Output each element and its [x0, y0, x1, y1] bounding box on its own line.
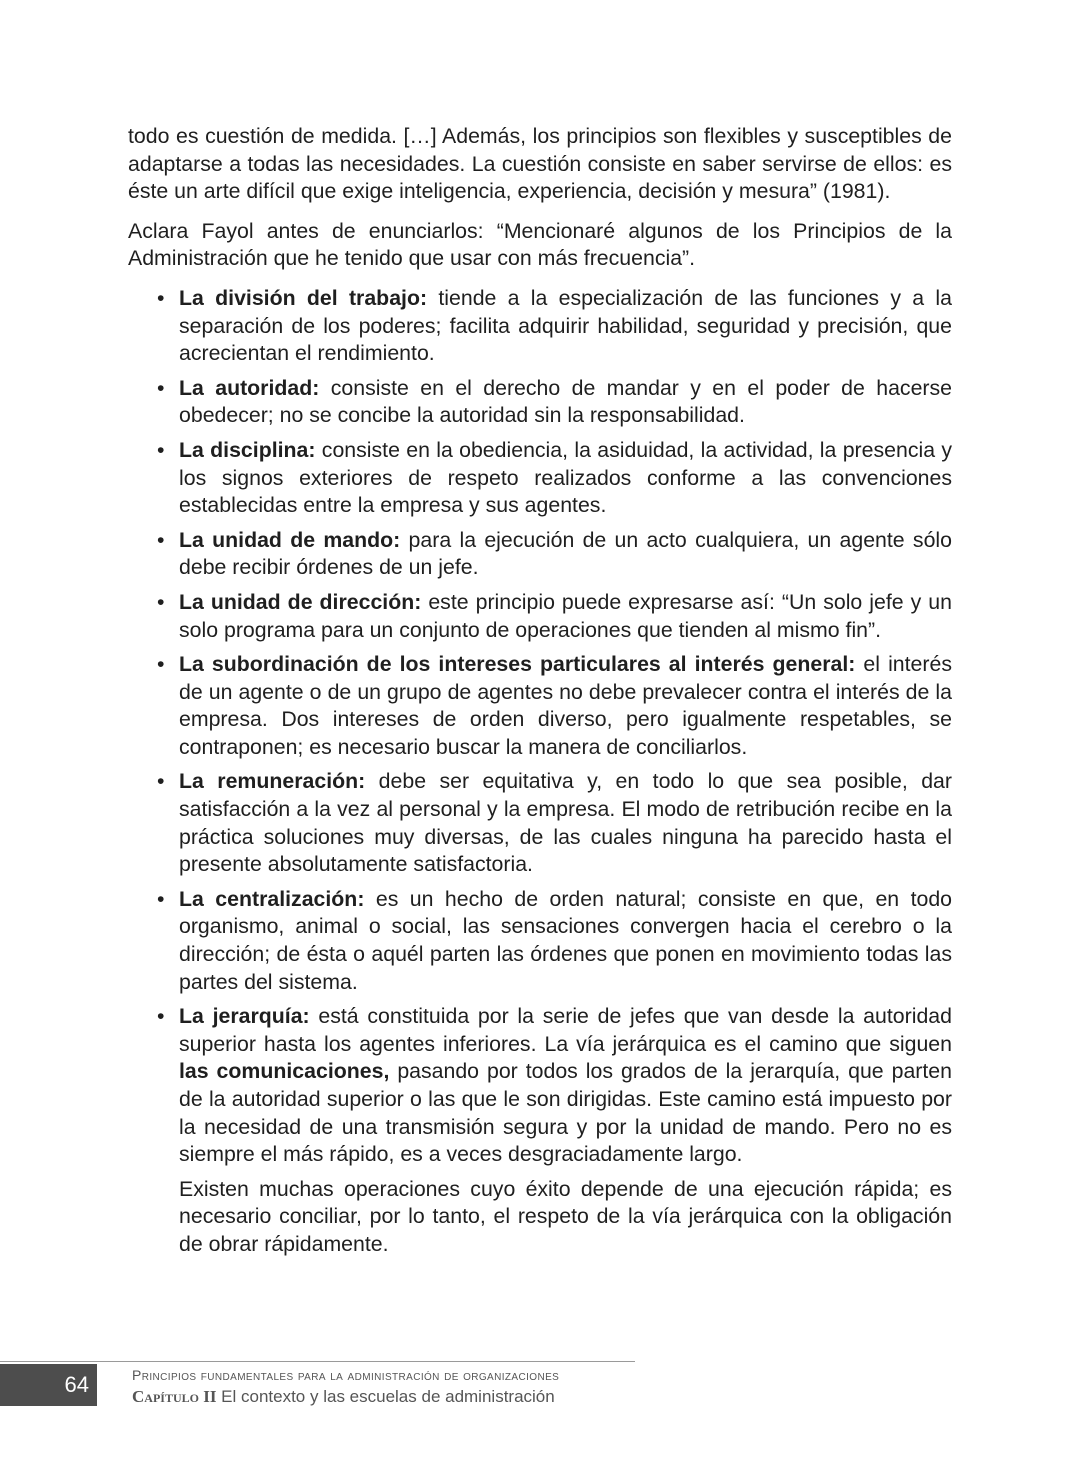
quote-continuation: todo es cuestión de medida. […] Además, los principios son flexibles y susceptibles de adaptarse a todas las necesidades. La cuestión consiste en saber servirse de ellos: es éste un arte difícil que exige inteligencia, experiencia, decisión y mesura” (1981). — [128, 124, 952, 204]
list-item — [157, 437, 952, 520]
principle-term: La subordinación de los intereses particulares al interés general: — [179, 652, 856, 677]
principle-term: La autoridad: — [179, 375, 320, 400]
principles-list — [128, 285, 952, 1169]
bullet-icon: • — [157, 285, 165, 310]
hierarchy-follow-up: Existen muchas operaciones cuyo éxito depende de una ejecución rápida; es necesario conciliar, por lo tanto, el respeto de la vía jerárquica con la obligación de obrar rápidamente. — [179, 1176, 952, 1256]
principle-text: el interés de un agente o de un grupo de agentes no debe prevalecer contra el interés de la empresa. Dos intereses de orden diverso, pero igualmente respetables, se contraponen; es necesario buscar la manera de conciliarlos. — [179, 652, 952, 759]
list-item — [157, 886, 953, 996]
principle-text: este principio puede expresarse así: “Un solo jefe y un solo programa para un conjunto de operaciones que tienden al mismo fin”. — [179, 589, 952, 642]
principle-text: tiende a la especialización de las funciones y a la separación de los poderes; facilita adquirir habilidad, seguridad y precisión, que acrecientan el rendimiento. — [179, 285, 952, 366]
principle-text: debe ser equitativa y, en todo lo que sea posible, dar satisfacción a la vez al personal y la empresa. El modo de retribución recibe en la práctica soluciones muy diversas, de las cuales ninguna ha parecido hasta el presente absolutamente satisfactoria. — [179, 769, 952, 877]
principle-text: está constituida por la serie de jefes que van desde la autoridad superior hasta los agentes inferiores. La vía jerárquica es el camino que siguen — [179, 1004, 952, 1056]
bullet-icon: • — [157, 652, 165, 677]
principles-lead-in: Aclara Fayol antes de enunciarlos: “Mencionaré algunos de los Principios de la Administración que he tenido que usar con más frecuencia”. — [128, 218, 952, 271]
list-item — [157, 768, 952, 878]
footer-divider — [0, 1361, 635, 1362]
page-number: 64 — [64, 1372, 89, 1397]
chapter-line — [132, 1387, 555, 1407]
bullet-icon: • — [157, 886, 165, 911]
list-item — [157, 1003, 952, 1169]
principle-term: La jerarquía: — [179, 1004, 310, 1029]
principle-text: consiste en el derecho de mandar y en el poder de hacerse obedecer; no se concibe la autoridad sin la responsabilidad. — [179, 375, 953, 428]
list-item — [157, 527, 952, 582]
chapter-label: Capítulo II — [132, 1387, 217, 1406]
chapter-title: El contexto y las escuelas de administración — [216, 1387, 555, 1406]
principle-term: La disciplina: — [179, 437, 316, 462]
principle-term: La centralización: — [179, 886, 365, 911]
list-item — [157, 375, 953, 430]
list-item — [157, 589, 952, 644]
bullet-icon: • — [157, 1004, 165, 1029]
emphasis-communications: las comunicaciones, — [179, 1059, 390, 1084]
book-title: Principios fundamentales para la administración de organizaciones — [132, 1367, 560, 1383]
bullet-icon: • — [157, 769, 165, 794]
principle-text: consiste en la obediencia, la asiduidad, la actividad, la presencia y los signos exteriores de respeto realizados conforme a las convenciones establecidas entre la empresa y sus agentes. — [179, 437, 952, 518]
bullet-icon: • — [157, 527, 165, 552]
bullet-icon: • — [157, 375, 165, 400]
bullet-icon: • — [157, 589, 165, 614]
page-body — [128, 123, 952, 1259]
bullet-icon: • — [157, 437, 165, 462]
page-number-box — [0, 1364, 97, 1406]
principle-term: La unidad de mando: — [179, 527, 401, 552]
principle-term: La unidad de dirección: — [179, 589, 422, 614]
list-item — [157, 651, 952, 761]
principle-term: La división del trabajo: — [179, 285, 428, 310]
principle-term: La remuneración: — [179, 769, 366, 794]
principle-text: para la ejecución de un acto cualquiera, un agente sólo debe recibir órdenes de un jefe. — [179, 527, 952, 580]
principle-text: es un hecho de orden natural; consiste en que, en todo organismo, animal o social, las sensaciones convergen hacia el cerebro o la dirección; de ésta o aquél parten las órdenes que ponen en movimiento todas las partes del sistema. — [179, 886, 953, 994]
principle-text-continued: pasando por todos los grados de la jerarquía, que parten de la autoridad superior o las que le son dirigidas. Este camino está impuesto por la necesidad de una transmisión segura y por la unidad de mando. Pero no es siempre el más rápido, es a veces desgraciadamente largo. — [179, 1059, 952, 1167]
list-item — [157, 285, 952, 368]
